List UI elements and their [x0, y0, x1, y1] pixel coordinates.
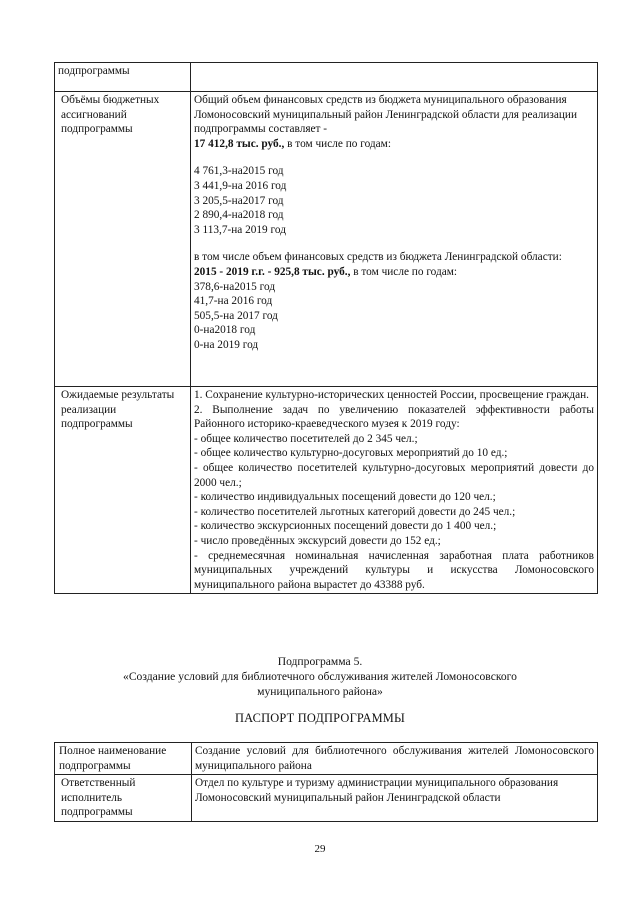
list-item: - количество индивидуальных посещений довести до 120 чел.;: [194, 491, 496, 504]
list-item: 378,6-на2015 год: [194, 280, 276, 293]
list-item: 3 113,7-на 2019 год: [194, 223, 286, 236]
budget-total-amount: 17 412,8 тыс. руб.,: [194, 137, 285, 150]
row-label: подпрограммы: [55, 63, 191, 92]
table-row: [55, 775, 598, 822]
regional-years-list: [194, 280, 594, 353]
list-item: 505,5-на 2017 год: [194, 309, 278, 322]
list-item: 2 890,4-на2018 год: [194, 209, 284, 222]
table-row: [55, 63, 598, 92]
regional-budget-text: в том числе объем финансовых средств из бюджета Ленинградской области: 2015 - 2019 г.г. - 925,8 тыс. руб., в том числе по годам:: [194, 251, 562, 278]
budget-value: [191, 92, 598, 387]
full-name-value: Создание условий для библиотечного обслуживания жителей Ломоносовского муниципального района: [192, 743, 598, 775]
subprogram-name-line1: «Создание условий для библиотечного обслуживания жителей Ломоносовского: [123, 670, 517, 683]
table-row: [55, 387, 598, 594]
list-item: - общее количество посетителей до 2 345 чел.;: [194, 432, 418, 445]
list-item: 4 761,3-на2015 год: [194, 165, 284, 178]
list-item: 0-на 2019 год: [194, 338, 259, 351]
list-item: - количество экскурсионных посещений довести до 1 400 чел.;: [194, 520, 497, 533]
list-item: 3 205,5-на2017 год: [194, 194, 284, 207]
list-item: 0-на2018 год: [194, 324, 256, 337]
list-item: 2. Выполнение задач по увеличению показателей эффективности работы Районного историко-краеведческого музея к 2019 году:: [194, 403, 594, 431]
budget-years-list: [194, 164, 594, 237]
executor-value: Отдел по культуре и туризму администрации муниципального образования Ломоносовский муниципальный район Ленинградской области: [192, 775, 598, 822]
executor-label: Ответственный исполнитель подпрограммы: [55, 775, 192, 822]
regional-budget-amount: 2015 - 2019 г.г. - 925,8 тыс. руб.,: [194, 265, 351, 278]
page-number: 29: [314, 843, 326, 855]
full-name-label: Полное наименование подпрограммы: [55, 743, 192, 775]
results-label: Ожидаемые результаты реализации подпрограммы: [55, 387, 191, 594]
subprogram-name-line2: муниципального района»: [257, 685, 383, 698]
results-value: [191, 387, 598, 594]
budget-results-table: [54, 62, 598, 594]
passport-title: ПАСПОРТ ПОДПРОГРАММЫ: [234, 711, 406, 725]
row-value: [191, 63, 598, 92]
list-item: - общее количество культурно-досуговых мероприятий до 10 ед.;: [194, 447, 508, 460]
list-item: - общее количество посетителей культурно-досуговых мероприятий довести до 2000 чел.;: [194, 461, 594, 489]
list-item: - среднемесячная номинальная начисленная заработная плата работников муниципальных учреждений культуры и искусства Ломоносовского муниципального района вырастет до 43388 руб.: [194, 549, 594, 591]
budget-label: Объёмы бюджетных ассигнований подпрограммы: [55, 92, 191, 387]
list-item: 1. Сохранение культурно-исторических ценностей России, просвещение граждан.: [194, 389, 589, 401]
budget-total-text: Общий объем финансовых средств из бюджета муниципального образования Ломоносовский муниципальный район Ленинградской области для реализации подпрограммы составляет - 17 412,8 тыс. руб., в том числе по годам:: [194, 94, 578, 150]
table-row: [55, 92, 598, 387]
list-item: 3 441,9-на 2016 год: [194, 179, 287, 192]
table-row: [55, 743, 598, 775]
subprogram-number: Подпрограмма 5.: [277, 655, 363, 668]
passport-table: [54, 742, 598, 822]
list-item: - количество посетителей льготных категорий довести до 245 чел.;: [194, 505, 516, 518]
list-item: 41,7-на 2016 год: [194, 295, 273, 308]
list-item: - число проведённых экскурсий довести до 152 ед.;: [194, 534, 441, 547]
